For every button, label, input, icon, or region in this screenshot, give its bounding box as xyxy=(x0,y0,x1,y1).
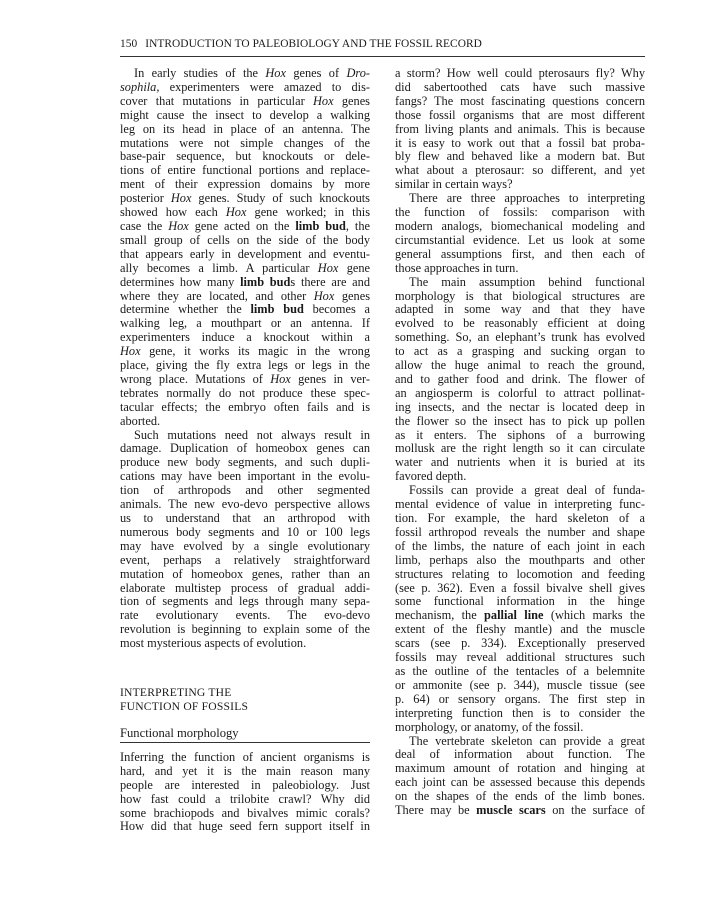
text-line: walking leg, a mouthpart or an antenna. If xyxy=(120,316,370,331)
text-line: on the shapes of the ends of the limb bones. xyxy=(395,789,645,804)
paragraph-fossil-evidence xyxy=(395,484,645,734)
text-line: from living plants and animals. This is because xyxy=(395,121,645,136)
text-line: aborted. xyxy=(120,413,161,428)
right-column xyxy=(395,67,645,818)
text-line: mollusk are the right length so it can circulate xyxy=(395,441,645,456)
text-line: the flower so the insect has to pick up pollen xyxy=(395,413,645,428)
text-line: leg on its head in place of an antenna. The xyxy=(120,121,370,136)
text-line: us to understand that an arthropod with xyxy=(120,511,370,525)
text-line: Inferring the function of ancient organisms is xyxy=(120,749,370,764)
text-line: tion. For example, the hard skeleton of a xyxy=(395,511,645,525)
text-line: elaborate multistep process of gradual addi- xyxy=(120,580,370,595)
paragraph-homeobox-duplication xyxy=(120,429,370,652)
text-line: posterior Hox genes. Study of such knockouts xyxy=(120,191,370,206)
text-line: wrong place. Mutations of Hox genes in ver- xyxy=(120,371,370,386)
text-line: cations may have been important in the evolu- xyxy=(120,469,370,484)
text-line: might cause the insect to develop a walking xyxy=(120,107,370,122)
text-line: small group of cells on the side of the body xyxy=(120,232,370,247)
text-line: experimenters induce a knockout within a xyxy=(120,330,370,345)
text-line: and to gather food and drink. The flower of xyxy=(395,371,645,386)
subheading-functional-morphology: Functional morphology xyxy=(120,726,370,743)
text-line: those approaches in turn. xyxy=(395,260,519,275)
text-line: animals. The new evo-devo perspective allows xyxy=(120,497,370,512)
text-line: rate evolutionary events. The evo-devo xyxy=(120,608,370,623)
text-line: Such mutations need not always result in xyxy=(134,427,370,442)
text-line: tion of segments and legs through many sepa- xyxy=(120,594,370,609)
text-line: to act as a grasping and sucking organ to xyxy=(395,344,645,359)
text-line: general assumptions first, and then each of xyxy=(395,246,645,261)
text-line: each joint can be assessed because this depends xyxy=(395,775,645,790)
text-line: determines how many limb buds there are and xyxy=(120,274,370,289)
text-line: p. 64) or sensory organs. The first step in xyxy=(395,691,645,706)
text-line: The main assumption behind functional xyxy=(409,274,645,289)
text-line: extent of the fleshy mantle) and the muscle xyxy=(395,622,645,637)
text-line: morphology, or anatomy, of the fossil. xyxy=(395,719,584,734)
text-line: a storm? How well could pterosaurs fly? Why xyxy=(395,66,645,80)
text-line: How did that huge seed fern support itself in xyxy=(120,819,370,834)
page-number: 150 xyxy=(120,38,138,50)
text-line: hard, and yet it is the main reason many xyxy=(120,763,370,778)
paragraph-questions xyxy=(395,67,645,192)
text-line: The vertebrate skeleton can provide a great xyxy=(409,733,645,748)
paragraph-three-approaches xyxy=(395,192,645,275)
text-line: what about a pterosaur: so different, and yet xyxy=(395,163,645,178)
text-line: an angiosperm is colorful to attract pollinat- xyxy=(395,385,645,400)
paragraph-hox-genes xyxy=(120,67,370,429)
left-column xyxy=(120,67,370,834)
text-line: as the outline of the tentacles of a belemnite xyxy=(395,663,645,678)
text-line: showed how each Hox gene worked; in this xyxy=(120,205,370,220)
text-line: fossil arthropod reveals the number and shape xyxy=(395,524,645,539)
text-line: determine whether the limb bud becomes a xyxy=(120,302,370,317)
text-line: tion of arthropods and other segmented xyxy=(120,483,370,498)
text-line: how fast could a trilobite crawl? Why did xyxy=(120,791,370,806)
text-line: limb, perhaps also the mouthparts and other xyxy=(395,552,645,567)
text-line: it is easy to work out that a fossil bat proba- xyxy=(395,135,645,150)
text-line: case the Hox gene acted on the limb bud, the xyxy=(120,218,370,233)
text-line: damage. Duplication of homeobox genes can xyxy=(120,441,370,456)
text-line: maximum amount of rotation and hinging at xyxy=(395,761,645,776)
text-line: as it enters. The siphons of a burrowing xyxy=(395,427,645,442)
text-line: sophila, experimenters were amazed to dis- xyxy=(120,79,370,94)
text-line: Hox gene, it works its magic in the wrong xyxy=(120,344,370,359)
text-line: There may be muscle scars on the surface of xyxy=(395,803,645,818)
paragraph-vertebrate-skeleton xyxy=(395,735,645,818)
text-line: ally becomes a limb. A particular Hox gene xyxy=(120,260,371,275)
text-line: place, giving the fly extra legs or legs in the xyxy=(120,358,370,373)
section-heading-line: INTERPRETING THE xyxy=(120,686,232,700)
text-line: some brachiopods and bivalves mimic corals? xyxy=(120,805,370,820)
text-line: similar in certain ways? xyxy=(395,177,513,192)
text-line: Fossils can provide a great deal of funda- xyxy=(409,483,645,498)
text-line: tebrates normally do not produce these spec- xyxy=(120,385,370,400)
text-line: some functional information in the hinge xyxy=(395,594,645,609)
text-line: mental evidence of value in interpreting func- xyxy=(395,497,645,512)
text-line: event, perhaps a relatively straightforward xyxy=(120,552,370,567)
text-line: In early studies of the Hox genes of Dro- xyxy=(134,66,370,80)
paragraph-main-assumption xyxy=(395,276,645,485)
text-line: people are interested in paleobiology. Just xyxy=(120,777,370,792)
text-line: ing insects, and the nectar is located deep in xyxy=(395,399,645,414)
text-line: circumstantial evidence. Let us look at some xyxy=(395,232,645,247)
running-head xyxy=(120,38,645,50)
text-line: allow the huge animal to reach the ground, xyxy=(395,358,645,373)
text-line: the function of fossils: comparison with xyxy=(395,205,645,220)
text-line: favored depth. xyxy=(395,469,467,484)
text-line: or ammonite (see p. 344), muscle tissue (see xyxy=(395,677,645,692)
paragraph-inferring-function xyxy=(120,751,370,834)
text-line: mutation of homeobox genes, rather than an xyxy=(120,566,370,581)
text-line: evolved to be reasonably efficient at doing xyxy=(395,316,645,331)
section-heading xyxy=(120,686,370,714)
text-line: produce new body segments, and such dupli- xyxy=(120,455,370,470)
text-line: fossils may reveal additional structures such xyxy=(395,650,645,665)
text-line: morphology is that biological structures are xyxy=(395,288,645,303)
text-line: interpreting function then is to consider the xyxy=(395,705,645,720)
text-line: scars (see p. 334). Exceptionally preserved xyxy=(395,636,645,651)
text-line: something. So, an elephant’s trunk has evolved xyxy=(395,330,645,345)
text-line: most mysterious aspects of evolution. xyxy=(120,636,307,651)
text-line: bly flew and behaved like a modern bat. But xyxy=(395,149,645,164)
text-line: numerous body segments and 10 or 100 legs xyxy=(120,524,370,539)
text-line: that appears early in development and eventu- xyxy=(120,246,370,261)
text-line: where they are located, and other Hox genes xyxy=(120,288,370,303)
text-line: may have evolved by a single evolutionary xyxy=(120,538,370,553)
text-line: those fossil organisms that are most different xyxy=(395,107,645,122)
text-line: did sabertoothed cats have such massive xyxy=(395,79,645,94)
header-rule xyxy=(120,56,645,57)
text-line: structures relating to locomotion and feeding xyxy=(395,566,645,581)
text-line: modern analogs, biomechanical modeling and xyxy=(395,218,645,233)
text-line: mechanism, the pallial line (which marks the xyxy=(395,608,646,623)
text-line: fangs? The most fascinating questions concern xyxy=(395,93,645,108)
running-title: INTRODUCTION TO PALEOBIOLOGY AND THE FOSSIL RECORD xyxy=(145,38,482,50)
text-line: deal of information about function. The xyxy=(395,747,645,762)
text-line: revolution is beginning to explain some of the xyxy=(120,622,370,637)
text-line: adapted in some way and that they have xyxy=(395,302,645,317)
section-heading-line: FUNCTION OF FOSSILS xyxy=(120,699,249,713)
text-line: tions of entire functional portions and replace- xyxy=(120,163,370,178)
text-line: There are three approaches to interpreting xyxy=(409,191,645,206)
text-line: cover that mutations in particular Hox genes xyxy=(120,93,370,108)
text-line: water and nutrients when it is buried at its xyxy=(395,455,645,470)
text-line: tacular effects; the embryo often fails and is xyxy=(120,399,370,414)
text-line: of the limbs, the nature of each joint in each xyxy=(395,538,645,553)
text-line: (see p. 362). Even a fossil bivalve shell gives xyxy=(395,580,645,595)
text-line: mutations were not simple changes of the xyxy=(120,135,370,150)
text-line: ment of their expression domains by more xyxy=(120,177,370,192)
text-line: base-pair sequence, but knockouts or dele- xyxy=(120,149,370,164)
